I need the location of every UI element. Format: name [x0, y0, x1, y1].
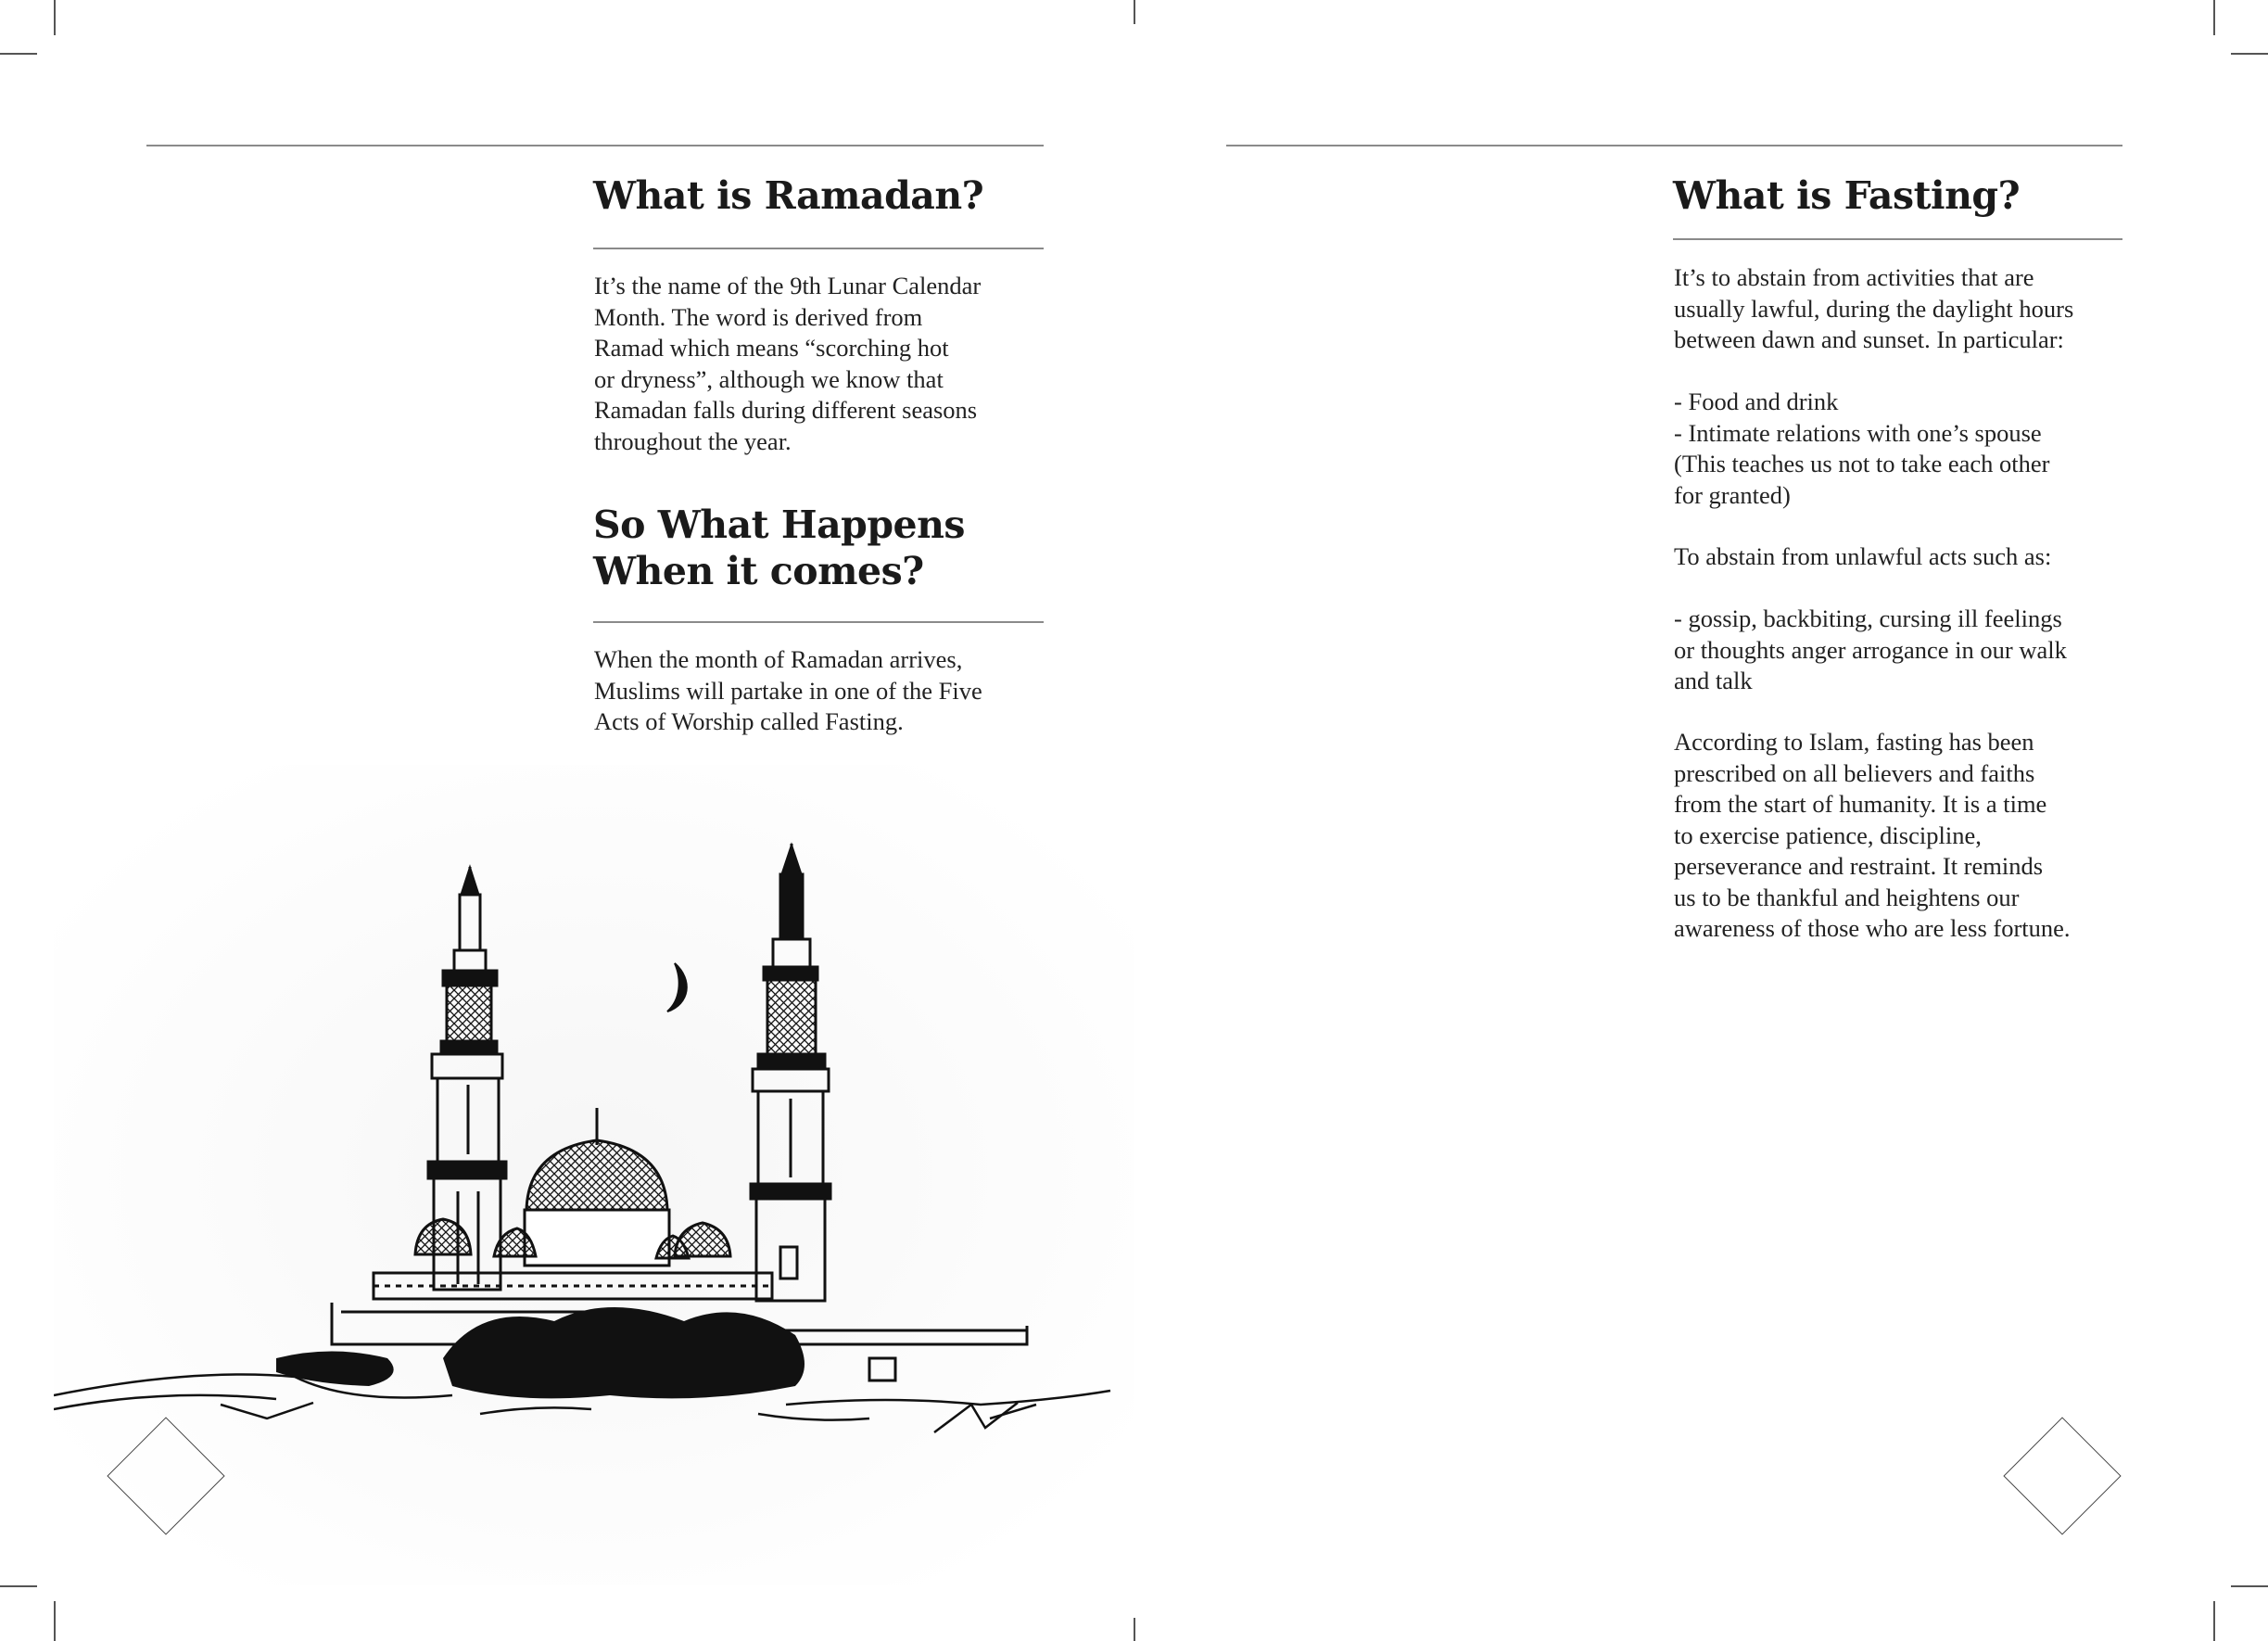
- crop-mark: [2231, 53, 2268, 55]
- top-rule-right: [1226, 145, 2122, 146]
- crop-mark: [0, 1585, 37, 1587]
- list-food-and-relations: - Food and drink - Intimate relations with one’s spouse (This teaches us not to take each other for granted): [1674, 388, 2050, 509]
- paragraph-ramadan: It’s the name of the 9th Lunar Calendar Month. The word is derived from Ramad which means “scorching hot or dryness”, although we know that Ramadan falls during different seasons throughout the year.: [594, 272, 982, 455]
- heading-what-is-ramadan: What is Ramadan?: [593, 173, 984, 218]
- mosque-sketch-icon: [54, 765, 1134, 1585]
- crop-mark: [54, 1601, 56, 1641]
- paragraph-fasting-closing: According to Islam, fasting has been prescribed on all believers and faiths from the start of humanity. It is a time to exercise patience, discipline, perseverance and restraint. It reminds us to be thankful and heightens our awareness of those who are less fortune.: [1674, 728, 2071, 942]
- crop-mark: [2213, 0, 2215, 35]
- crop-mark: [1134, 0, 1135, 24]
- crop-mark: [2231, 1585, 2268, 1587]
- heading-rule: [593, 621, 1044, 623]
- crop-mark: [2213, 1601, 2215, 1641]
- paragraph-fasting-intro: It’s to abstain from activities that are usually lawful, during the daylight hours between dawn and sunset. In particular:: [1674, 263, 2074, 353]
- paragraph-what-happens: When the month of Ramadan arrives, Muslims will partake in one of the Five Acts of Worship called Fasting.: [594, 645, 982, 735]
- top-rule-left: [146, 145, 1044, 146]
- heading-rule: [593, 248, 1044, 249]
- crop-mark: [1134, 1618, 1135, 1641]
- paragraph-unlawful-intro: To abstain from unlawful acts such as:: [1674, 542, 2052, 570]
- heading-what-is-fasting: What is Fasting?: [1673, 173, 2021, 218]
- crop-mark: [0, 53, 37, 55]
- heading-rule: [1673, 238, 2122, 240]
- page-corner-diamond: [2003, 1417, 2121, 1534]
- list-unlawful-acts: - gossip, backbiting, cursing ill feelings or thoughts anger arrogance in our walk and talk: [1674, 604, 2067, 694]
- crop-mark: [54, 0, 56, 35]
- heading-what-happens: So What Happens When it comes?: [593, 502, 965, 593]
